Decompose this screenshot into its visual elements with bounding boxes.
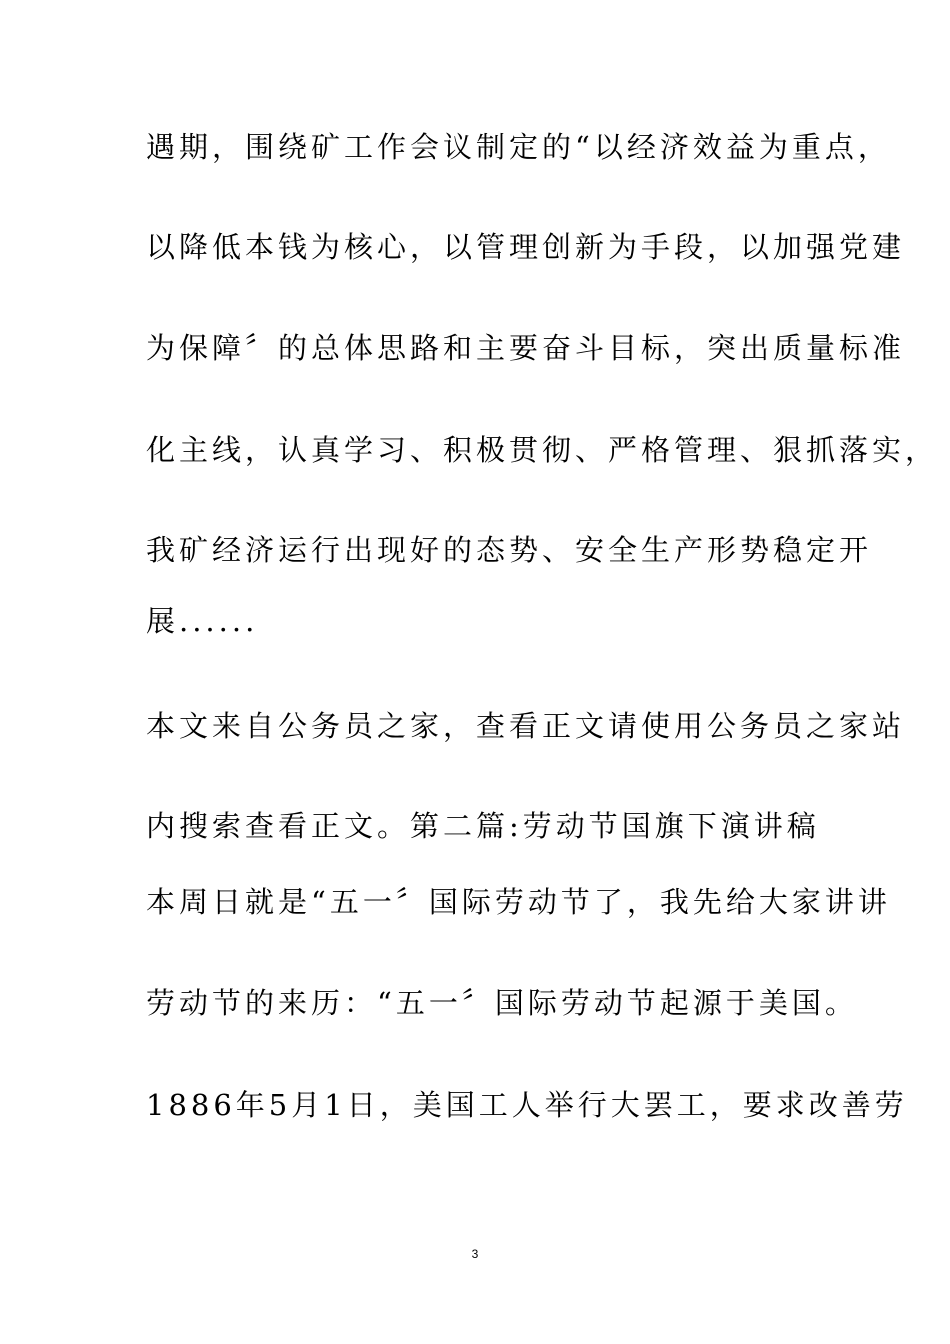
text-line: 为保障〞的总体思路和主要奋斗目标，突出质量标准 bbox=[146, 331, 906, 365]
page-number: 3 bbox=[471, 1247, 479, 1261]
text-line: 我矿经济运行出现好的态势、安全生产形势稳定开 bbox=[146, 533, 873, 567]
text-line: 遇期，围绕矿工作会议制定的“以经济效益为重点， bbox=[146, 130, 891, 164]
text-line: 化主线，认真学习、积极贯彻、严格管理、狠抓落实， bbox=[146, 433, 939, 467]
text-line: 劳动节的来历：“五一〞国际劳动节起源于美国。 bbox=[146, 986, 858, 1020]
text-line: 1886年5月1日，美国工人举行大罢工，要求改善劳 bbox=[146, 1088, 908, 1122]
text-line: 内搜索查看正文。第二篇:劳动节国旗下演讲稿 bbox=[146, 809, 820, 843]
text-line: 展...... bbox=[146, 604, 259, 638]
text-line: 本文来自公务员之家，查看正文请使用公务员之家站 bbox=[146, 709, 906, 743]
text-line: 本周日就是“五一〞国际劳动节了，我先给大家讲讲 bbox=[146, 885, 891, 919]
text-line: 以降低本钱为核心，以管理创新为手段，以加强党建 bbox=[146, 230, 906, 264]
